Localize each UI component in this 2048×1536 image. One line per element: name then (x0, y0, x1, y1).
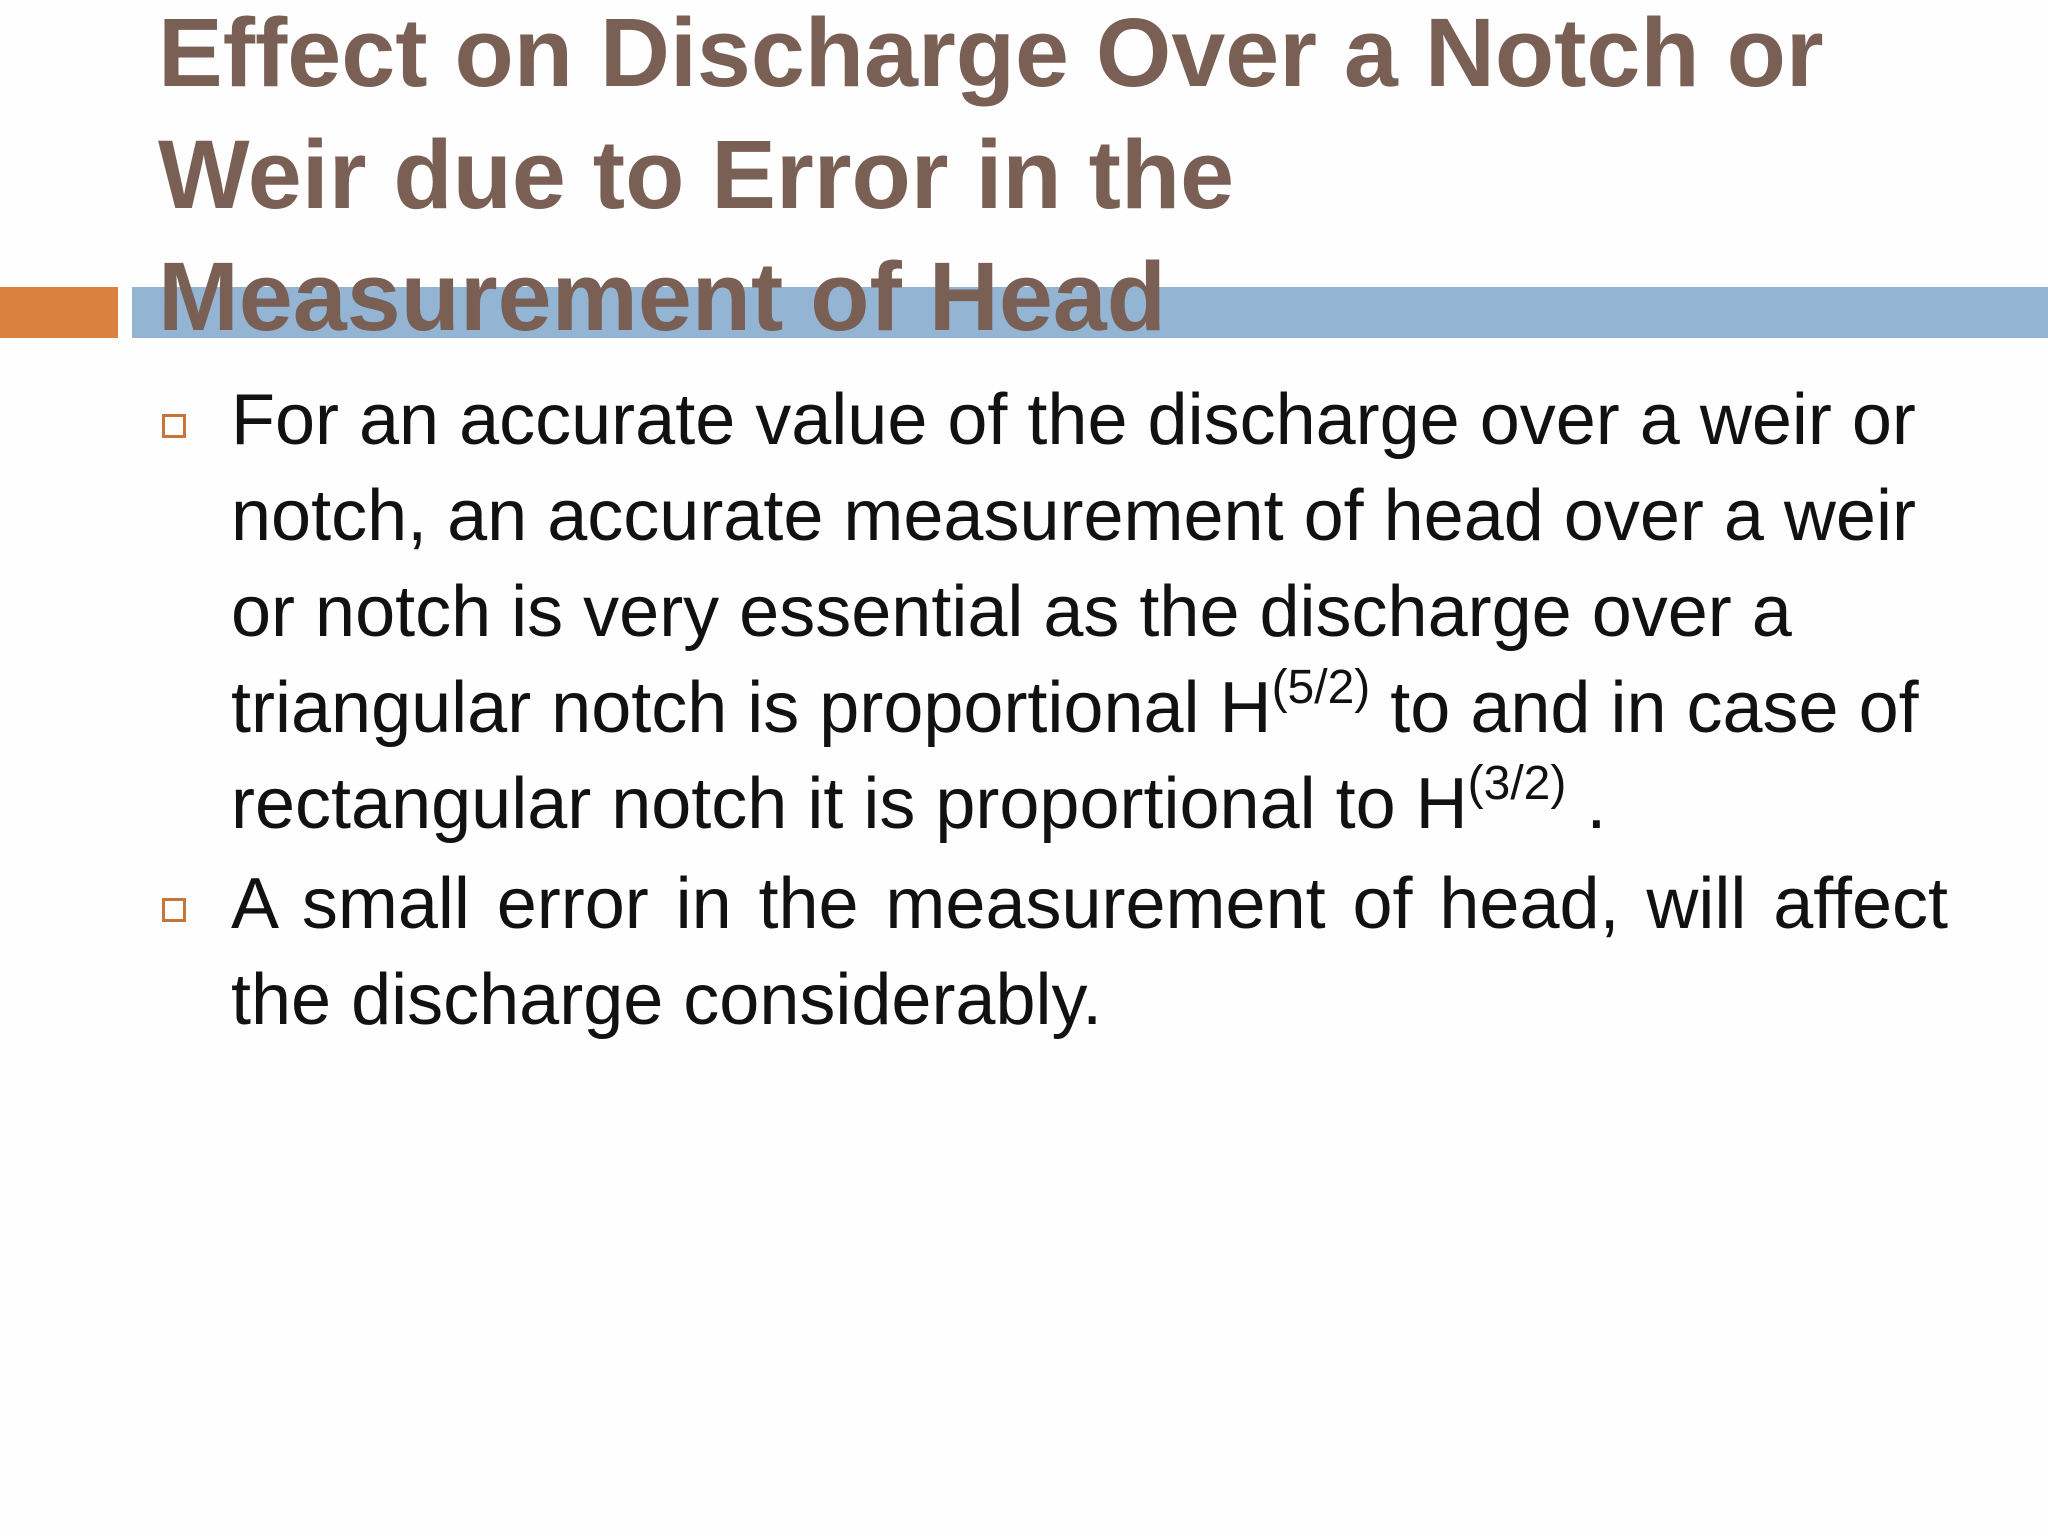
bullet-text: A small error in the measurement of head, will affect the discharge considerably. (231, 864, 1948, 1040)
bullet-text (231, 372, 1948, 852)
accent-bar-orange (0, 287, 118, 338)
title-line-3: Measurement of Head (158, 242, 1166, 351)
square-bullet-icon (162, 898, 186, 922)
bullet-text-part3: . (1566, 764, 1607, 844)
bullet-item-accurate-head (158, 372, 1948, 852)
exponent-three-halves: (3/2) (1467, 757, 1567, 810)
bullet-text-part1: For an accurate value of the discharge over a weir or notch, an accurate measurement of head over a weir or notch is very essential as the discharge over a triangular notch is proportional H (231, 380, 1916, 748)
bullet-text-part2: to and in case of rectangular notch it is proportional to H (231, 668, 1919, 844)
title-line-2: Weir due to Error in the (158, 120, 1235, 229)
title-line-1: Effect on Discharge Over a Notch or (158, 0, 1824, 107)
square-bullet-icon (162, 414, 186, 438)
bullet-item-small-error (158, 856, 1948, 1048)
exponent-five-halves: (5/2) (1271, 661, 1371, 714)
bullet-list (158, 372, 1948, 1052)
slide-title (158, 0, 2018, 358)
